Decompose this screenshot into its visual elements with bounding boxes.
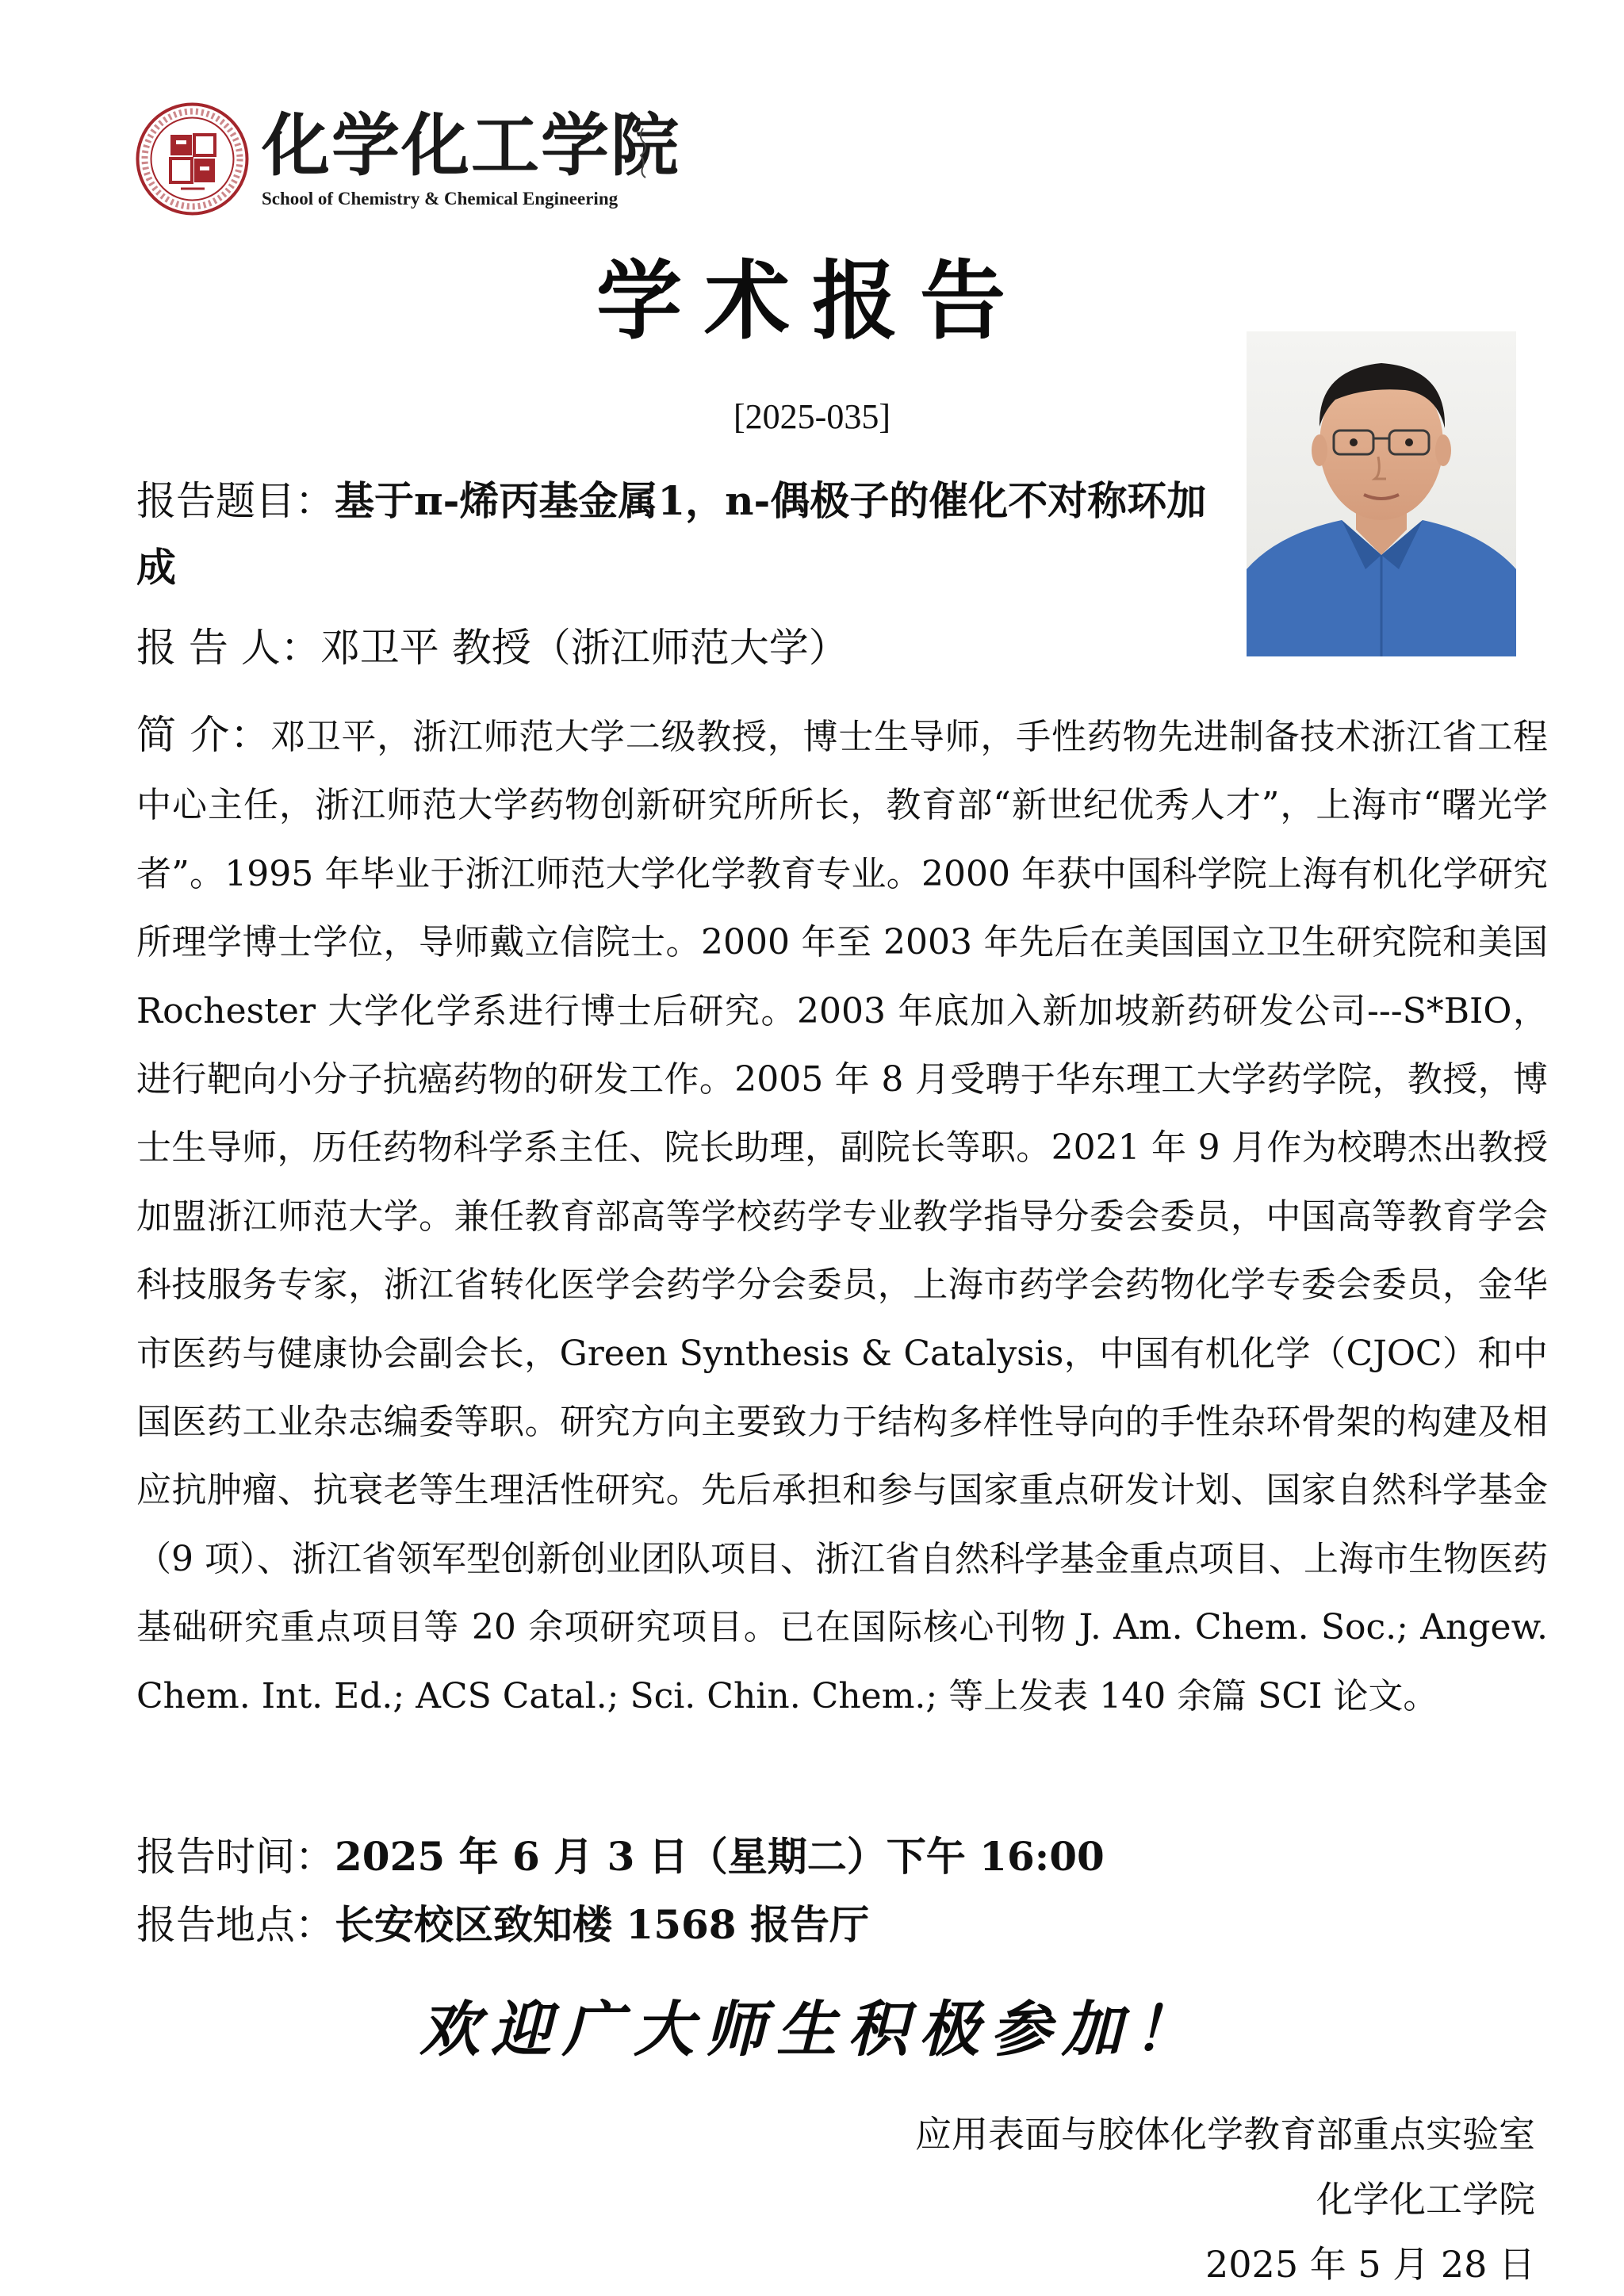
organizer-college: 化学化工学院 bbox=[1316, 2178, 1535, 2221]
bio-text: 邓卫平，浙江师范大学二级教授，博士生导师，手性药物先进制备技术浙江省工程中心主任，浙江师范大学药物创新研究所所长，教育部“新世纪优秀人才”，上海市“曙光学者”。1995 年毕业于浙江师范大学化学教育专业。2000 年获中国科学院上海有机化学研究所理学博士学位，导师戴立信院士。2000 年至 2003 年先后在美国国立卫生研究院和美国 Rochester 大学化学系进行博士后研究。2003 年底加入新加坡新药研发公司---S*BIO，进行靶向小分子抗癌药物的研发工作。2005 年 8 月受聘于华东理工大学药学院，教授，博士生导师，历任药物科学系主任、院长助理，副院长等职。2021 年 9 月作为校聘杰出教授加盟浙江师范大学。兼任教育部高等学校药学专业教学指导分委会委员，中国高等教育学会科技服务专家，浙江省转化医学会药学分会委员，上海市药学会药物化学专委会委员，金华市医药与健康协会副会长，Green Synthesis & Catalysis，中国有机化学（CJOC）和中国医药工业杂志编委等职。研究方向主要致力于结构多样性导向的手性杂环骨架的构建及相应抗肿瘤、抗衰老等生理活性研究。先后承担和参与国家重点研发计划、国家自然科学基金（9 项）、浙江省领军型创新创业团队项目、浙江省自然科学基金重点项目、上海市生物医药基础研究重点项目等 20 余项研究项目。已在国际核心刊物 J. Am. Chem. Soc.; Angew. Chem. Int. Ed.; ACS Catal.; Sci. Chin. Chem.; 等上发表 140 余篇 SCI 论文。 bbox=[136, 717, 1548, 1716]
report-speaker bbox=[136, 614, 1239, 681]
report-place bbox=[136, 1892, 1548, 1958]
topic-label: 报告题目： bbox=[136, 478, 335, 524]
speaker-bio bbox=[136, 701, 1548, 1731]
university-seal-icon bbox=[135, 101, 250, 216]
organizer-lab: 应用表面与胶体化学教育部重点实验室 bbox=[915, 2113, 1535, 2156]
speaker-label: 报 告 人： bbox=[136, 625, 320, 671]
college-logo bbox=[135, 101, 680, 220]
announcement-date: 2025 年 5 月 28 日 bbox=[1205, 2243, 1535, 2286]
speaker-photo bbox=[1247, 331, 1516, 656]
welcome-slogan: 欢迎广大师生积极参加！ bbox=[419, 1994, 1205, 2064]
bio-label: 简 介： bbox=[136, 712, 270, 758]
topic-text: 基于π-烯丙基金属1，n-偶极子的催化不对称环加成 bbox=[136, 477, 1207, 591]
report-number: [2025-035] bbox=[733, 397, 891, 436]
page-title: 学术报告 bbox=[596, 251, 1028, 351]
report-topic bbox=[136, 468, 1239, 601]
report-time bbox=[136, 1823, 1548, 1890]
calligraphy-signature-icon bbox=[634, 125, 652, 181]
place-text: 长安校区致知楼 1568 报告厅 bbox=[335, 1901, 869, 1948]
college-name: 化学化工学院 bbox=[262, 106, 680, 186]
time-text: 2025 年 6 月 3 日（星期二）下午 16:00 bbox=[335, 1833, 1105, 1880]
place-label: 报告地点： bbox=[136, 1902, 335, 1948]
speaker-text: 邓卫平 教授（浙江师范大学） bbox=[320, 625, 848, 671]
college-english-name: School of Chemistry & Chemical Engineering bbox=[262, 189, 619, 209]
time-label: 报告时间： bbox=[136, 1834, 335, 1880]
